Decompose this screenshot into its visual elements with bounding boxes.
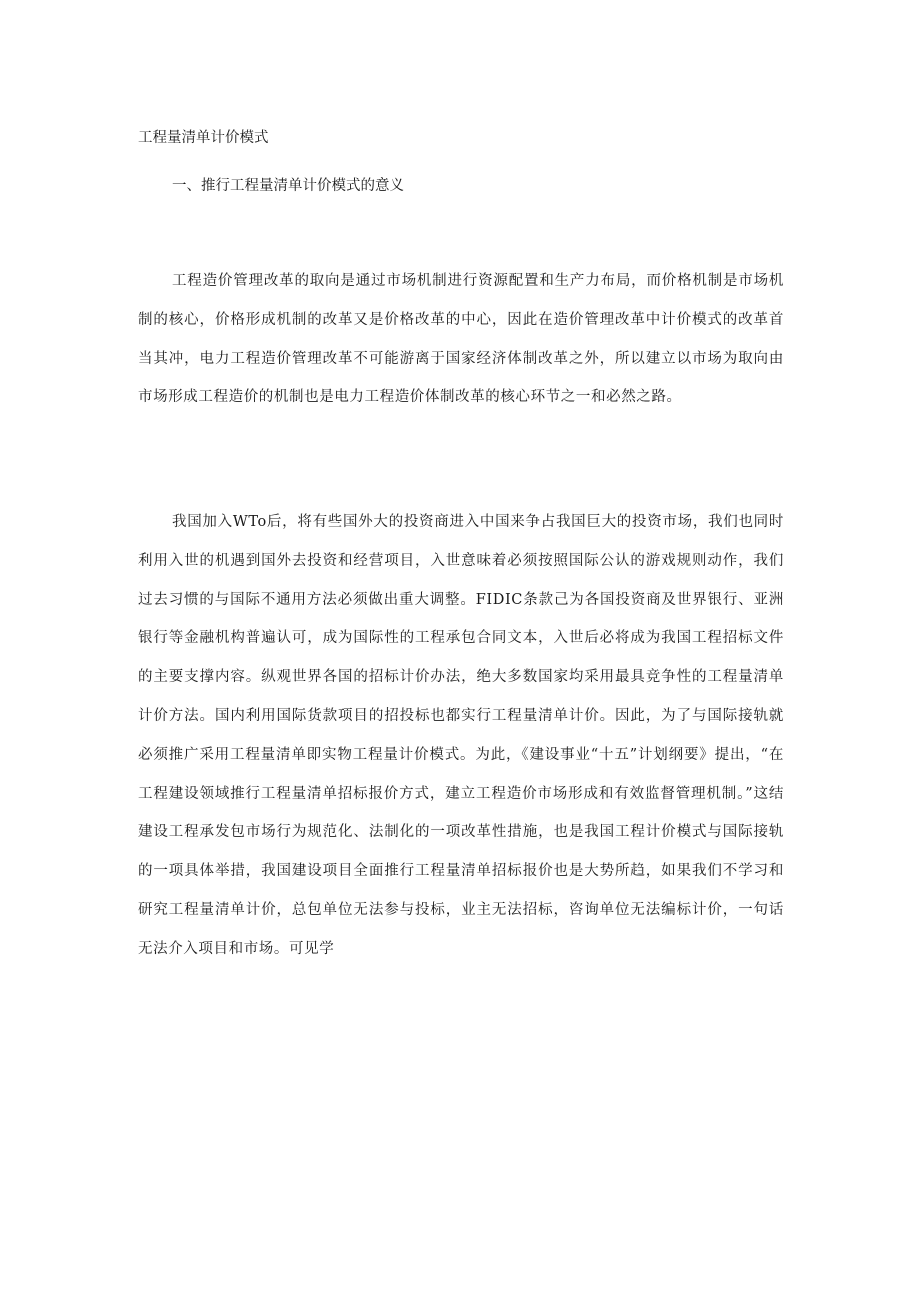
- section-heading: 一、推行工程量清单计价模式的意义: [172, 178, 404, 194]
- body-paragraph-1: 工程造价管理改革的取向是通过市场机制进行资源配置和生产力布局，而价格机制是市场机制的核心，价格形成机制的改革又是价格改革的中心，因此在造价管理改革中计价模式的改革首当其冲，电力工程造价管理改革不可能游离于国家经济体制改革之外，所以建立以市场为取向由市场形成工程造价的机制也是电力工程造价体制改革的核心环节之一和必然之路。: [138, 273, 784, 406]
- document-title: 工程量清单计价模式: [138, 130, 269, 146]
- body-paragraph-2: 我国加入WTo后，将有些国外大的投资商进入中国来争占我国巨大的投资市场，我们也同时利用入世的机遇到国外去投资和经营项目，入世意味着必须按照国际公认的游戏规则动作，我们过去习惯的与国际不通用方法必须做出重大调整。FIDIC条款己为各国投资商及世界银行、亚洲银行等金融机构普遍认可，成为国际性的工程承包合同文本，入世后必将成为我国工程招标文件的主要支撑内容。纵观世界各国的招标计价办法，绝大多数国家均采用最具竞争性的工程量清单计价方法。国内利用国际货款项目的招投标也都实行工程量清单计价。因此，为了与国际接轨就必须推广采用工程量清单即实物工程量计价模式。为此，《建设事业“十五”计划纲要》提出，“在工程建设领域推行工程量清单招标报价方式，建立工程造价市场形成和有效监督管理机制。”这结建设工程承发包市场行为规范化、法制化的一项改革性措施，也是我国工程计价模式与国际接轨的一项具体举措，我国建设项目全面推行工程量清单招标报价也是大势所趋，如果我们不学习和研究工程量清单计价，总包单位无法参与投标，业主无法招标，咨询单位无法编标计价，一句话无法介入项目和市场。可见学: [138, 514, 784, 957]
